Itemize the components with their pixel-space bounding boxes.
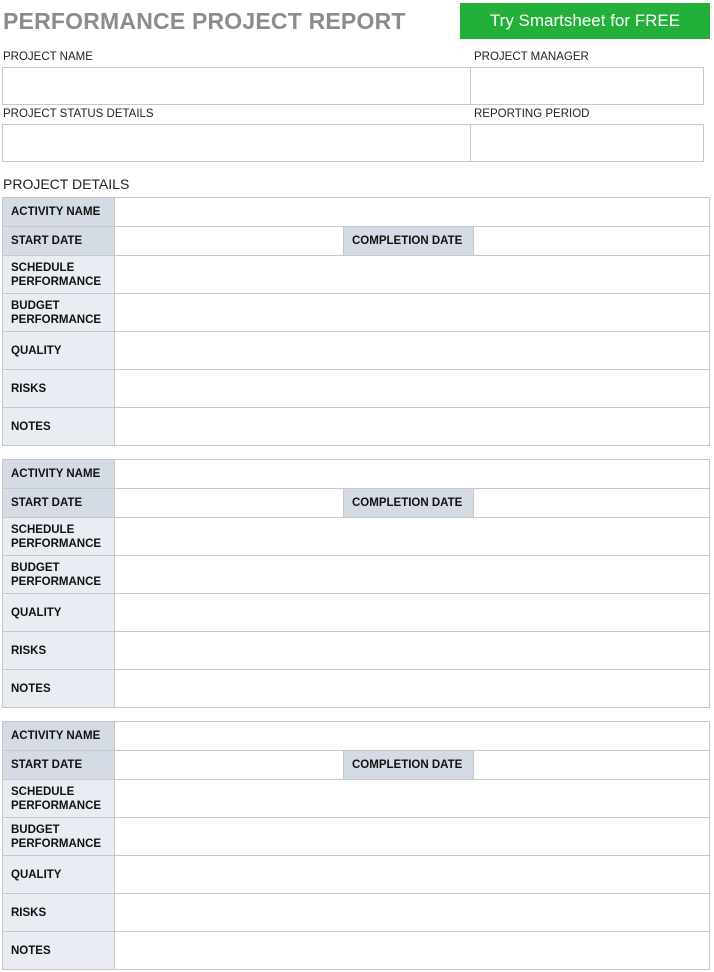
activity-name-field[interactable] — [115, 722, 710, 751]
schedule-performance-label: SCHEDULE PERFORMANCE — [3, 780, 115, 818]
quality-field[interactable] — [115, 332, 710, 370]
reporting-period-label: REPORTING PERIOD — [474, 108, 590, 120]
start-date-label: START DATE — [3, 489, 115, 518]
start-date-field[interactable] — [115, 489, 344, 518]
completion-date-field[interactable] — [474, 489, 710, 518]
quality-field[interactable] — [115, 856, 710, 894]
notes-field[interactable] — [115, 408, 710, 446]
completion-date-label: COMPLETION DATE — [344, 227, 474, 256]
risks-field[interactable] — [115, 894, 710, 932]
start-date-field[interactable] — [115, 751, 344, 780]
activity-table-3 — [2, 721, 710, 970]
completion-date-label: COMPLETION DATE — [344, 751, 474, 780]
project-name-label: PROJECT NAME — [3, 51, 93, 63]
schedule-performance-label: SCHEDULE PERFORMANCE — [3, 256, 115, 294]
quality-label: QUALITY — [3, 332, 115, 370]
project-name-field[interactable] — [2, 67, 471, 105]
risks-label: RISKS — [3, 370, 115, 408]
page-title: PERFORMANCE PROJECT REPORT — [3, 8, 406, 34]
try-smartsheet-button[interactable]: Try Smartsheet for FREE — [460, 3, 710, 39]
project-details-heading: PROJECT DETAILS — [3, 176, 130, 192]
project-manager-label: PROJECT MANAGER — [474, 51, 589, 63]
activity-table-2 — [2, 459, 710, 708]
schedule-performance-field[interactable] — [115, 256, 710, 294]
start-date-label: START DATE — [3, 751, 115, 780]
schedule-performance-label: SCHEDULE PERFORMANCE — [3, 518, 115, 556]
budget-performance-field[interactable] — [115, 818, 710, 856]
risks-label: RISKS — [3, 632, 115, 670]
risks-label: RISKS — [3, 894, 115, 932]
activity-name-label: ACTIVITY NAME — [3, 460, 115, 489]
schedule-performance-field[interactable] — [115, 780, 710, 818]
completion-date-label: COMPLETION DATE — [344, 489, 474, 518]
activity-name-label: ACTIVITY NAME — [3, 198, 115, 227]
notes-field[interactable] — [115, 932, 710, 970]
budget-performance-label: BUDGET PERFORMANCE — [3, 294, 115, 332]
notes-field[interactable] — [115, 670, 710, 708]
quality-label: QUALITY — [3, 594, 115, 632]
notes-label: NOTES — [3, 670, 115, 708]
budget-performance-label: BUDGET PERFORMANCE — [3, 818, 115, 856]
notes-label: NOTES — [3, 932, 115, 970]
quality-label: QUALITY — [3, 856, 115, 894]
activity-name-field[interactable] — [115, 460, 710, 489]
activity-name-label: ACTIVITY NAME — [3, 722, 115, 751]
start-date-label: START DATE — [3, 227, 115, 256]
budget-performance-field[interactable] — [115, 556, 710, 594]
completion-date-field[interactable] — [474, 227, 710, 256]
budget-performance-label: BUDGET PERFORMANCE — [3, 556, 115, 594]
risks-field[interactable] — [115, 370, 710, 408]
quality-field[interactable] — [115, 594, 710, 632]
reporting-period-field[interactable] — [470, 124, 704, 162]
completion-date-field[interactable] — [474, 751, 710, 780]
project-status-details-label: PROJECT STATUS DETAILS — [3, 108, 154, 120]
activity-name-field[interactable] — [115, 198, 710, 227]
project-status-details-field[interactable] — [2, 124, 471, 162]
schedule-performance-field[interactable] — [115, 518, 710, 556]
budget-performance-field[interactable] — [115, 294, 710, 332]
notes-label: NOTES — [3, 408, 115, 446]
activity-table-1 — [2, 197, 710, 446]
project-manager-field[interactable] — [470, 67, 704, 105]
start-date-field[interactable] — [115, 227, 344, 256]
risks-field[interactable] — [115, 632, 710, 670]
